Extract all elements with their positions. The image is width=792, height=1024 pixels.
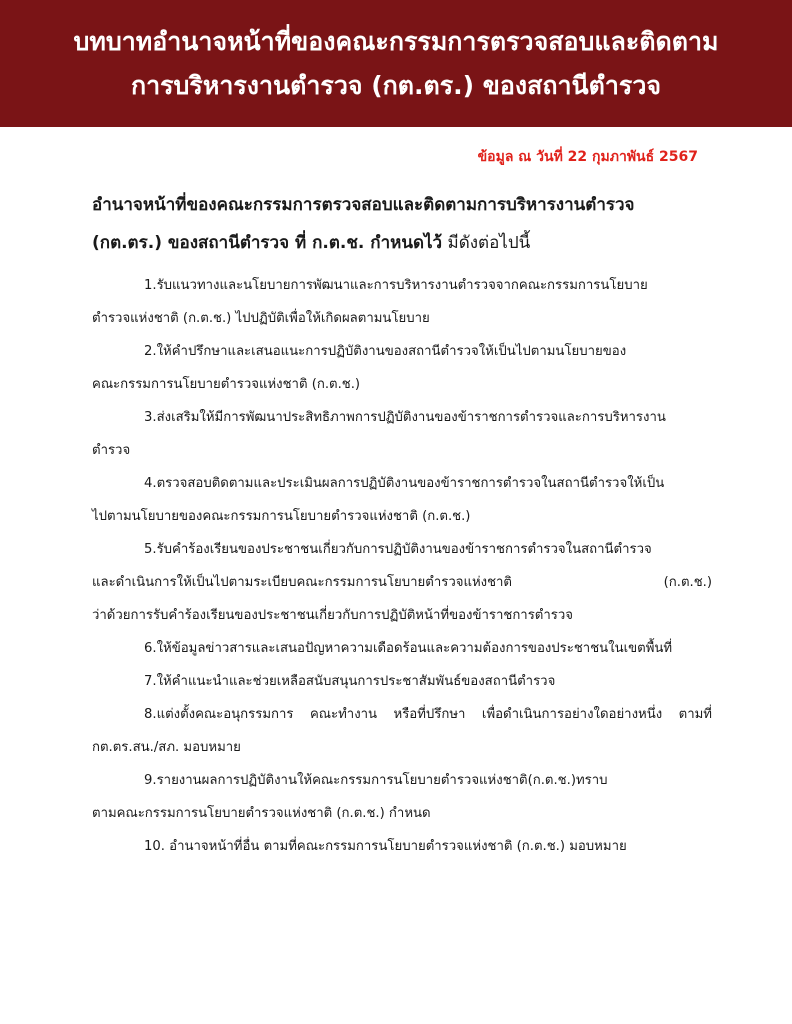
duty-item-6 (92, 632, 712, 665)
duty-item-3-line-1: 3.ส่งเสริมให้มีการพัฒนาประสิทธิภาพการปฏิบัติงานของข้าราชการตำรวจและการบริหารงาน (144, 410, 666, 425)
date-note: ข้อมูล ณ วันที่ 22 กุมภาพันธ์ 2567 (477, 149, 698, 165)
duty-item-1-line-1: 1.รับแนวทางและนโยบายการพัฒนาและการบริหารงานตำรวจจากคณะกรรมการนโยบาย (144, 278, 648, 293)
duty-item-5 (92, 533, 712, 632)
duty-item-2-line-1: 2.ให้คำปรึกษาและเสนอแนะการปฏิบัติงานของสถานีตำรวจให้เป็นไปตามนโยบายของ (144, 344, 627, 359)
intro-line-2-rest: มีดังต่อไปนี้ (442, 233, 531, 253)
header-title-line-2: การบริหารงานตำรวจ (กต.ตร.) ของสถานีตำรวจ (130, 70, 662, 100)
duty-item-1 (92, 269, 712, 335)
intro-paragraph (92, 186, 712, 262)
duty-item-2-line-2: คณะกรรมการนโยบายตำรวจแห่งชาติ (ก.ต.ช.) (92, 377, 361, 392)
duty-item-1-line-2: ตำรวจแห่งชาติ (ก.ต.ช.) ไปปฏิบัติเพื่อให้เกิดผลตามนโยบาย (92, 311, 430, 326)
duty-item-9-line-2: ตามคณะกรรมการนโยบายตำรวจแห่งชาติ (ก.ต.ช.) กำหนด (92, 806, 431, 821)
duty-item-9-line-1: 9.รายงานผลการปฏิบัติงานให้คณะกรรมการนโยบายตำรวจแห่งชาติ(ก.ต.ช.)ทราบ (144, 773, 608, 788)
intro-line-2 (92, 224, 712, 262)
duty-item-4-line-1: 4.ตรวจสอบติดตามและประเมินผลการปฏิบัติงานของข้าราชการตำรวจในสถานีตำรวจให้เป็น (144, 476, 665, 491)
duty-item-10 (92, 830, 712, 863)
intro-line-2-bold: (กต.ตร.) ของสถานีตำรวจ ที่ ก.ต.ช. กำหนดไว้ (92, 233, 443, 253)
duty-item-7 (92, 665, 712, 698)
intro-line-1: อำนาจหน้าที่ของคณะกรรมการตรวจสอบและติดตามการบริหารงานตำรวจ (92, 195, 635, 215)
duty-item-6-line-1: 6.ให้ข้อมูลข่าวสารและเสนอปัญหาความเดือดร้อนและความต้องการของประชาชนในเขตพื้นที่ (144, 641, 673, 656)
duty-item-8-line-2: กต.ตร.สน./สภ. มอบหมาย (92, 740, 241, 755)
duty-item-5-line-2: และดำเนินการให้เป็นไปตามระเบียบคณะกรรมการนโยบายตำรวจแห่งชาติ (ก.ต.ช.) (92, 575, 712, 590)
duty-item-3-line-2: ตำรวจ (92, 443, 131, 458)
duty-item-8-line-1: 8.แต่งตั้งคณะอนุกรรมการ คณะทำงาน หรือที่ปรึกษา เพื่อดำเนินการอย่างใดอย่างหนึ่ง ตามที่ (144, 707, 712, 722)
duty-item-4 (92, 467, 712, 533)
duty-item-5-line-1: 5.รับคำร้องเรียนของประชาชนเกี่ยวกับการปฏิบัติงานของข้าราชการตำรวจในสถานีตำรวจ (144, 542, 652, 557)
duty-item-9 (92, 764, 712, 830)
header-title-line-1: บทบาทอำนาจหน้าที่ของคณะกรรมการตรวจสอบและติดตาม (73, 26, 719, 56)
header-banner (0, 0, 792, 127)
duty-item-2 (92, 335, 712, 401)
duty-item-10-line-1: 10. อำนาจหน้าที่อื่น ตามที่คณะกรรมการนโยบายตำรวจแห่งชาติ (ก.ต.ช.) มอบหมาย (144, 839, 627, 854)
duty-item-8 (92, 698, 712, 764)
duty-item-5-line-3: ว่าด้วยการรับคำร้องเรียนของประชาชนเกี่ยวกับการปฏิบัติหน้าที่ของข้าราชการตำรวจ (92, 608, 573, 623)
duty-item-4-line-2: ไปตามนโยบายของคณะกรรมการนโยบายตำรวจแห่งชาติ (ก.ต.ช.) (92, 509, 471, 524)
duties-list (92, 269, 712, 863)
duty-item-7-line-1: 7.ให้คำแนะนำและช่วยเหลือสนับสนุนการประชาสัมพันธ์ของสถานีตำรวจ (144, 674, 556, 689)
duty-item-3 (92, 401, 712, 467)
